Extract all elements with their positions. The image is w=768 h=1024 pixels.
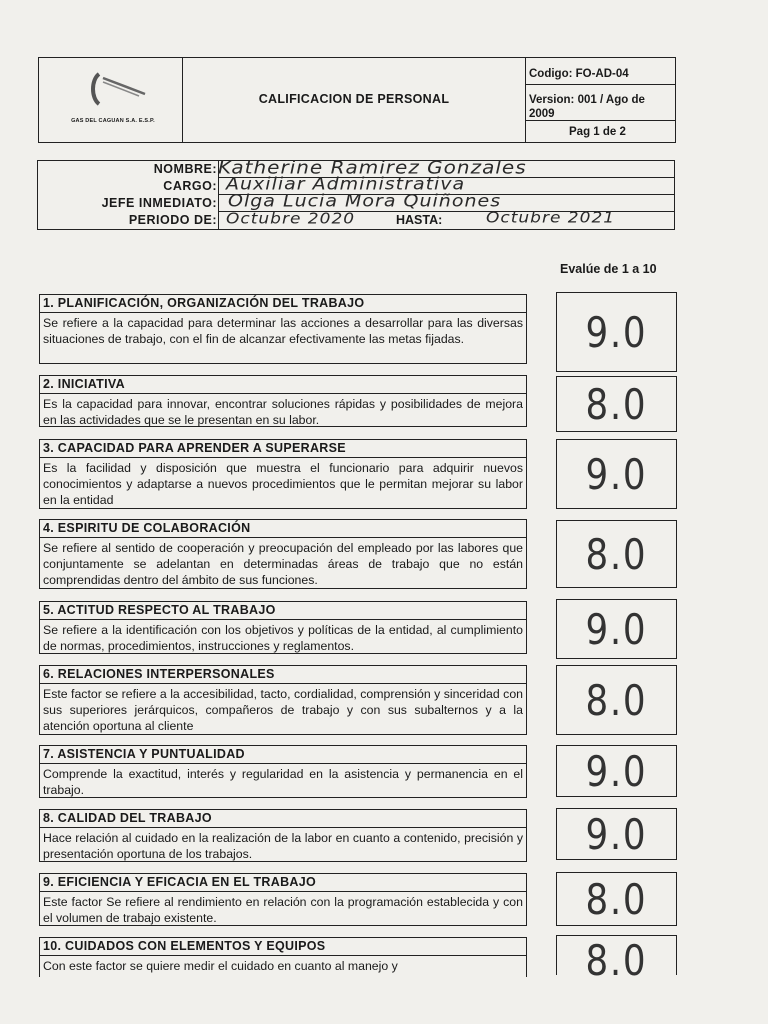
criterion-5 [39, 601, 527, 654]
jefe-value: Olga Lucia Mora Quiñones [228, 191, 502, 211]
cargo-value: Auxiliar Administrativa [226, 174, 466, 194]
criterion-description: Comprende la exactitud, interés y regularidad en la asistencia y permanencia en el trabajo. [43, 767, 523, 797]
score-value: 8.0 [585, 675, 648, 725]
score-value: 9.0 [585, 604, 648, 654]
score-value: 8.0 [585, 874, 648, 924]
criterion-title: 2. INICIATIVA [40, 376, 526, 394]
periodo-label: PERIODO DE: [128, 213, 217, 227]
document-header [38, 57, 676, 143]
page-number: Pag 1 de 2 [569, 126, 626, 138]
document-version: Version: 001 / Ago de 2009 [529, 94, 645, 120]
criterion-3 [39, 439, 527, 509]
score-box-4[interactable] [556, 520, 677, 588]
score-value: 9.0 [585, 307, 648, 357]
cargo-label: CARGO: [163, 179, 217, 193]
criterion-description: Con este factor se quiere medir el cuidado en cuanto al manejo y [43, 959, 398, 973]
score-value: 9.0 [585, 746, 648, 796]
criterion-title: 1. PLANIFICACIÓN, ORGANIZACIÓN DEL TRABAJO [40, 295, 526, 313]
criterion-description: Se refiere al sentido de cooperación y preocupación del empleado por las labores que conjuntamente se adelantan en determinadas áreas de trabajo que no están comprendidas dentro del ámbito de sus funciones. [43, 541, 523, 587]
score-box-2[interactable] [556, 376, 677, 432]
document-title: CALIFICACION DE PERSONAL [258, 92, 450, 106]
hasta-value: Octubre 2021 [486, 209, 616, 227]
employee-info [37, 156, 675, 230]
score-box-5[interactable] [556, 599, 677, 659]
criterion-title: 7. ASISTENCIA Y PUNTUALIDAD [40, 746, 526, 764]
criterion-9 [39, 873, 527, 926]
hasta-label: HASTA: [396, 213, 443, 227]
criterion-10 [39, 937, 527, 977]
score-value: 9.0 [585, 809, 648, 859]
document-code: Codigo: FO-AD-04 [529, 68, 629, 80]
criterion-description: Es la facilidad y disposición que muestra el funcionario para adquirir nuevos conocimientos y adaptarse a nuevos procedimientos que le permitan mejorar su labor en la entidad [43, 461, 523, 507]
score-value: 9.0 [585, 449, 648, 499]
evaluation-instruction: Evalúe de 1 a 10 [560, 262, 657, 276]
criterion-description: Se refiere a la capacidad para determinar las acciones a desarrollar para las diversas situaciones de trabajo, con el fin de alcanzar efectivamente las metas fijadas. [43, 316, 523, 346]
criterion-4 [39, 519, 527, 589]
score-value: 8.0 [585, 936, 648, 985]
criterion-title: 3. CAPACIDAD PARA APRENDER A SUPERARSE [40, 440, 526, 458]
score-box-1[interactable] [556, 292, 677, 372]
nombre-label: NOMBRE: [153, 162, 217, 176]
criterion-title: 8. CALIDAD DEL TRABAJO [40, 810, 526, 828]
criterion-description: Hace relación al cuidado en la realización de la labor en cuanto a contenido, precisión y presentación oportuna de los trabajos. [43, 831, 523, 861]
score-box-9[interactable] [556, 872, 677, 926]
nombre-value: Katherine Ramirez Gonzales [218, 156, 527, 178]
criterion-2 [39, 375, 527, 427]
criterion-8 [39, 809, 527, 862]
score-value: 8.0 [585, 529, 648, 579]
score-box-10[interactable] [556, 935, 677, 985]
score-value: 8.0 [585, 379, 648, 429]
criterion-6 [39, 665, 527, 735]
criterion-title: 6. RELACIONES INTERPERSONALES [40, 666, 526, 684]
criterion-description: Este factor se refiere a la accesibilidad, tacto, cordialidad, comprensión y sinceridad con sus superiores jerárquicos, compañeros de trabajo y con sus subalternos y a la atención oportuna al cliente [43, 687, 523, 733]
score-box-3[interactable] [556, 439, 677, 509]
company-name: GAS DEL CAGUAN S.A. E.S.P. [71, 118, 155, 124]
criterion-7 [39, 745, 527, 798]
criterion-1 [39, 294, 527, 364]
score-box-6[interactable] [556, 665, 677, 735]
criterion-description: Este factor Se refiere al rendimiento en relación con la programación establecida y con el volumen de trabajo existente. [43, 895, 523, 925]
score-box-8[interactable] [556, 808, 677, 860]
criterion-description: Se refiere a la identificación con los objetivos y políticas de la entidad, al cumplimiento de normas, procedimientos, instrucciones y reglamentos. [43, 623, 523, 653]
criterion-title: 4. ESPIRITU DE COLABORACIÓN [40, 520, 526, 538]
periodo-de-value: Octubre 2020 [226, 210, 356, 228]
criterion-title: 9. EFICIENCIA Y EFICACIA EN EL TRABAJO [40, 874, 526, 892]
company-logo [89, 70, 149, 110]
score-box-7[interactable] [556, 745, 677, 797]
criterion-title: 5. ACTITUD RESPECTO AL TRABAJO [40, 602, 526, 620]
jefe-label: JEFE INMEDIATO: [101, 196, 217, 210]
criterion-title: 10. CUIDADOS CON ELEMENTOS Y EQUIPOS [40, 938, 526, 956]
criterion-description: Es la capacidad para innovar, encontrar soluciones rápidas y posibilidades de mejora en las actividades que se le presentan en su labor. [43, 397, 523, 427]
